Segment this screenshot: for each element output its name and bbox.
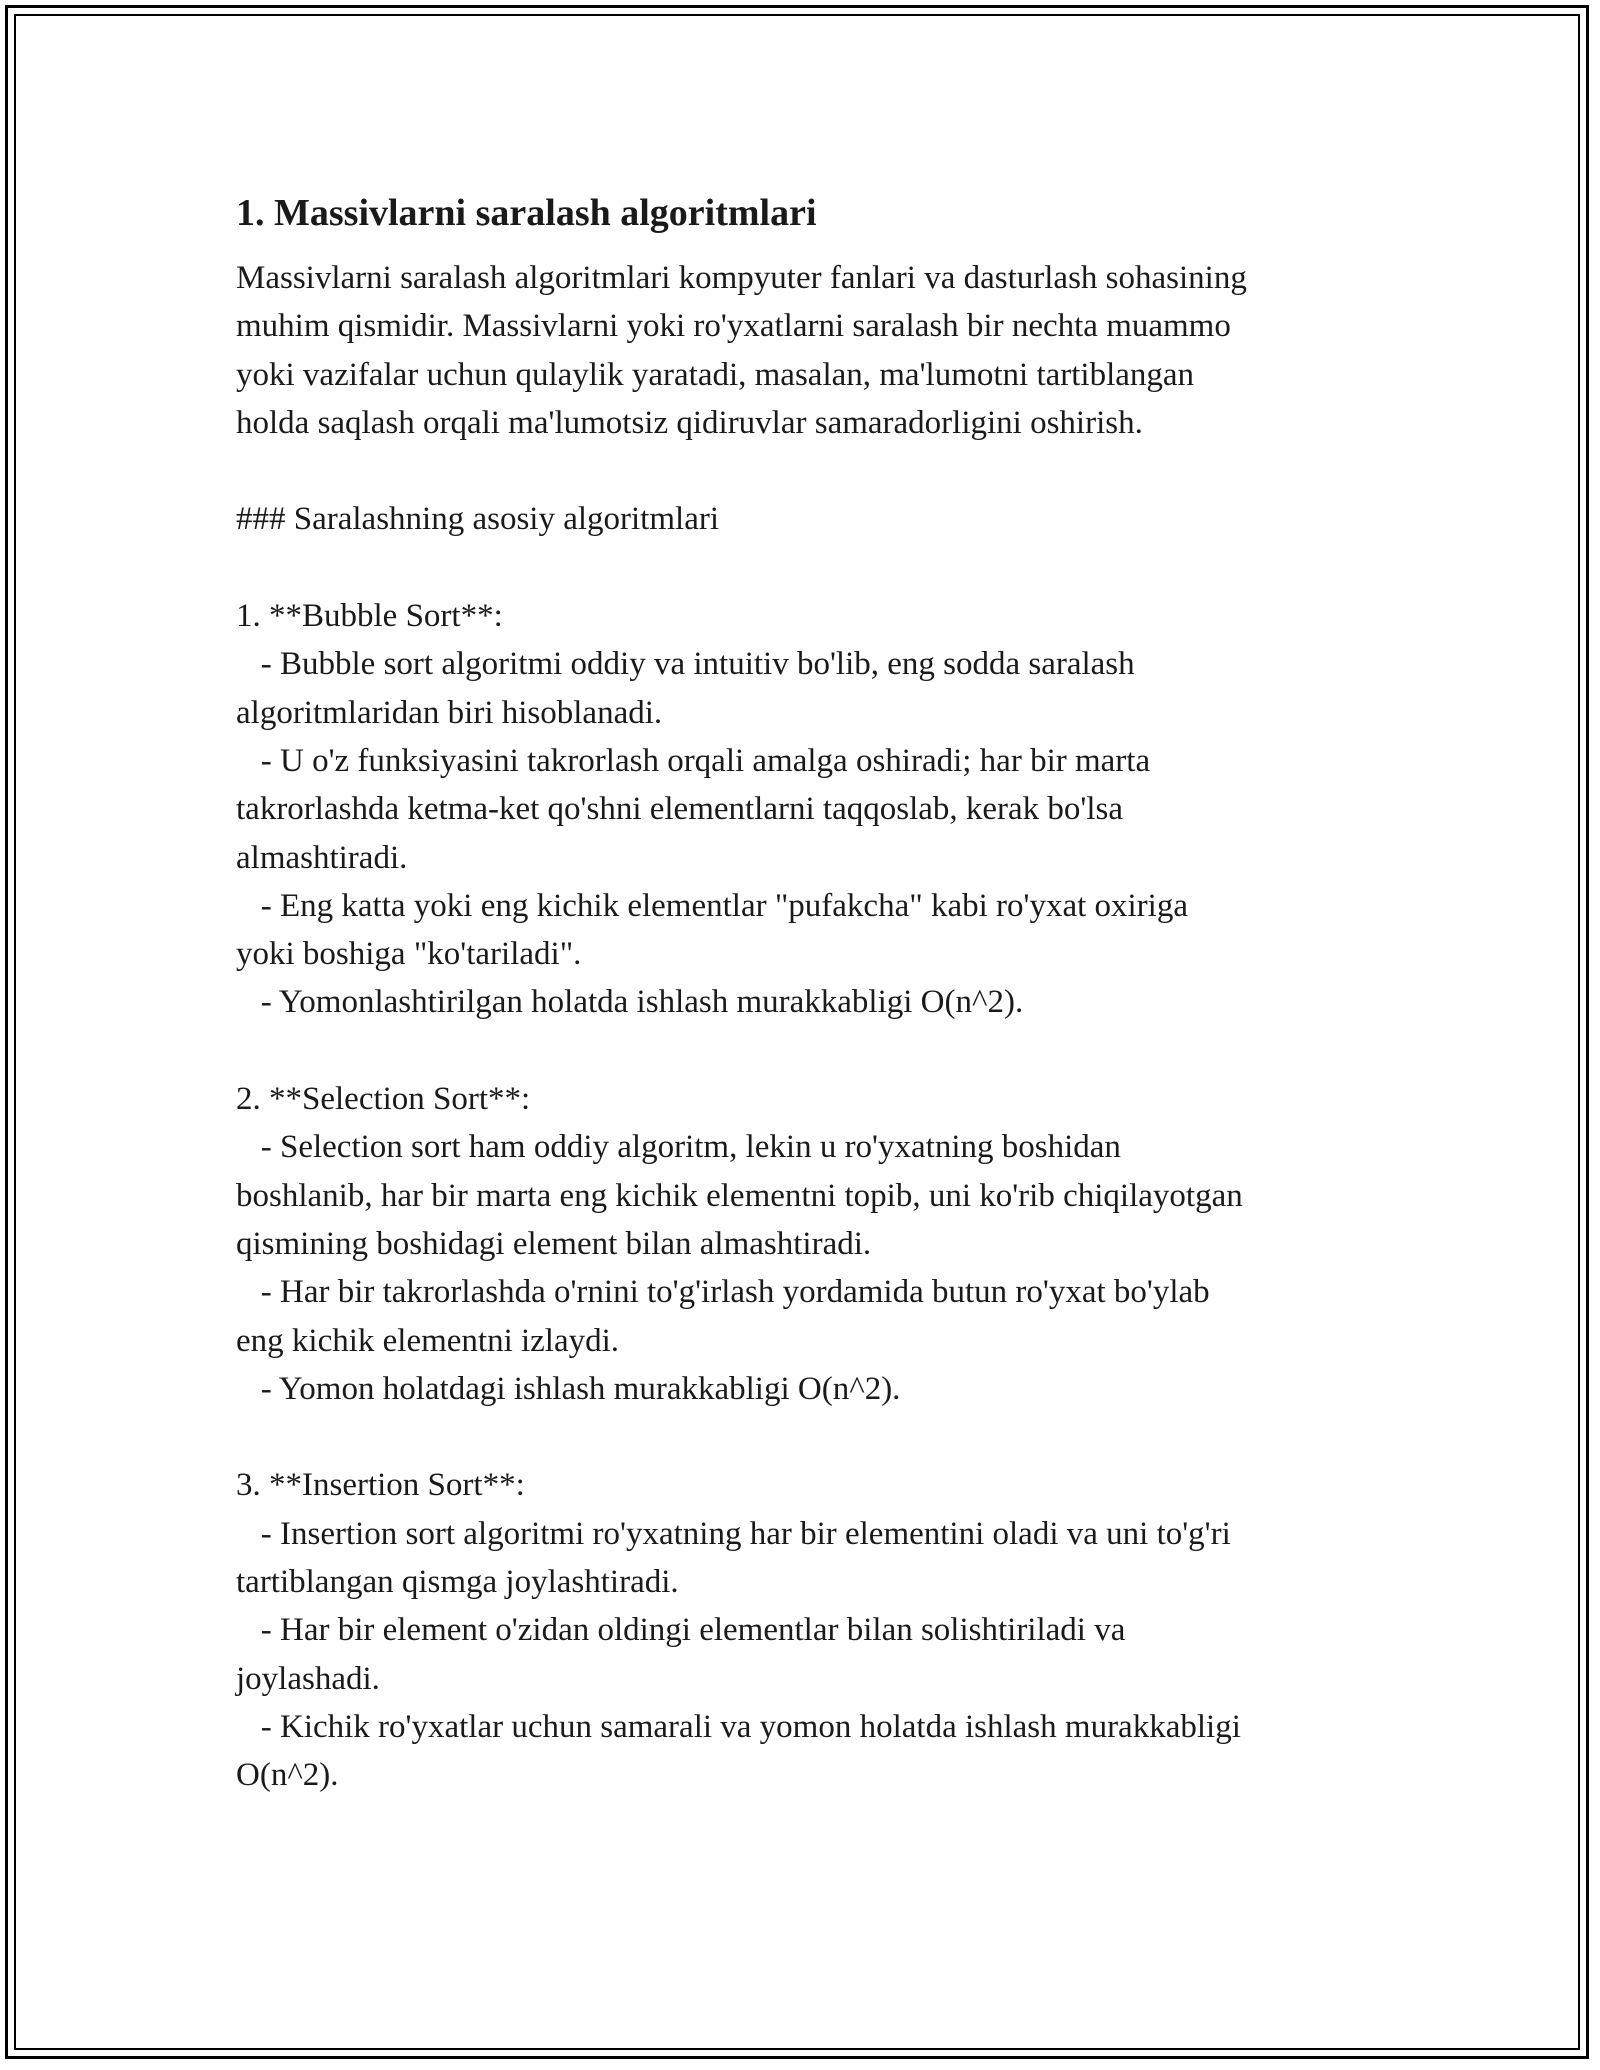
text-line: - Eng katta yoki eng kichik elementlar "pufakcha" kabi ro'yxat oxiriga [236,887,1188,924]
text-line: ### Saralashning asosiy algoritmlari [236,501,719,538]
text-line: holda saqlash orqali ma'lumotsiz qidiruvlar samaradorligini oshirish. [236,404,1143,441]
text-line: 2. **Selection Sort**: [236,1081,531,1118]
text-line: - Yomon holatdagi ishlash murakkabligi O(n^2). [236,1370,901,1407]
blank-line [236,544,1376,592]
text-line: algoritmlaridan biri hisoblanadi. [236,694,663,731]
text-line: tartiblangan qismga joylashtiradi. [236,1564,679,1601]
text-line: joylashadi. [236,1660,380,1697]
document-text [236,254,1376,1800]
text-line: 3. **Insertion Sort**: [236,1467,525,1504]
text-line: yoki vazifalar uchun qulaylik yaratadi, masalan, ma'lumotni tartiblangan [236,356,1195,393]
text-line: - Har bir element o'zidan oldingi elementlar bilan solishtiriladi va [236,1612,1126,1649]
text-line: - Insertion sort algoritmi ro'yxatning har bir elementini oladi va uni to'g'ri [236,1515,1231,1552]
document-title: 1. Massivlarni saralash algoritmlari [236,192,817,234]
text-line: yoki boshiga "ko'tariladi". [236,936,582,973]
text-line: O(n^2). [236,1757,339,1794]
text-line: - Har bir takrorlashda o'rnini to'g'irlash yordamida butun ro'yxat bo'ylab [236,1274,1210,1311]
text-line: - Selection sort ham oddiy algoritm, lekin u ro'yxatning boshidan [236,1129,1121,1166]
text-line: eng kichik elementni izlaydi. [236,1322,620,1359]
text-line: - Kichik ro'yxatlar uchun samarali va yomon holatda ishlash murakkabligi [236,1708,1241,1745]
text-line: - Yomonlashtirilgan holatda ishlash murakkabligi O(n^2). [236,984,1024,1021]
blank-line [236,1413,1376,1461]
text-line: - Bubble sort algoritmi oddiy va intuitiv bo'lib, eng sodda saralash [236,646,1135,683]
blank-line [236,1027,1376,1075]
document-body [236,186,1376,1800]
text-line: Massivlarni saralash algoritmlari kompyuter fanlari va dasturlash sohasining [236,260,1247,296]
text-line: 1. **Bubble Sort**: [236,598,503,635]
text-line: qismining boshidagi element bilan almashtiradi. [236,1225,872,1262]
text-line: - U o'z funksiyasini takrorlash orqali amalga oshiradi; har bir marta [236,742,1151,779]
text-line: almashtiradi. [236,839,408,876]
text-line: boshlanib, har bir marta eng kichik elementni topib, uni ko'rib chiqilayotgan [236,1177,1243,1214]
blank-line [236,447,1376,495]
text-line: takrorlashda ketma-ket qo'shni elementlarni taqqoslab, kerak bo'lsa [236,791,1124,828]
text-line: muhim qismidir. Massivlarni yoki ro'yxatlarni saralash bir nechta muammo [236,308,1231,345]
